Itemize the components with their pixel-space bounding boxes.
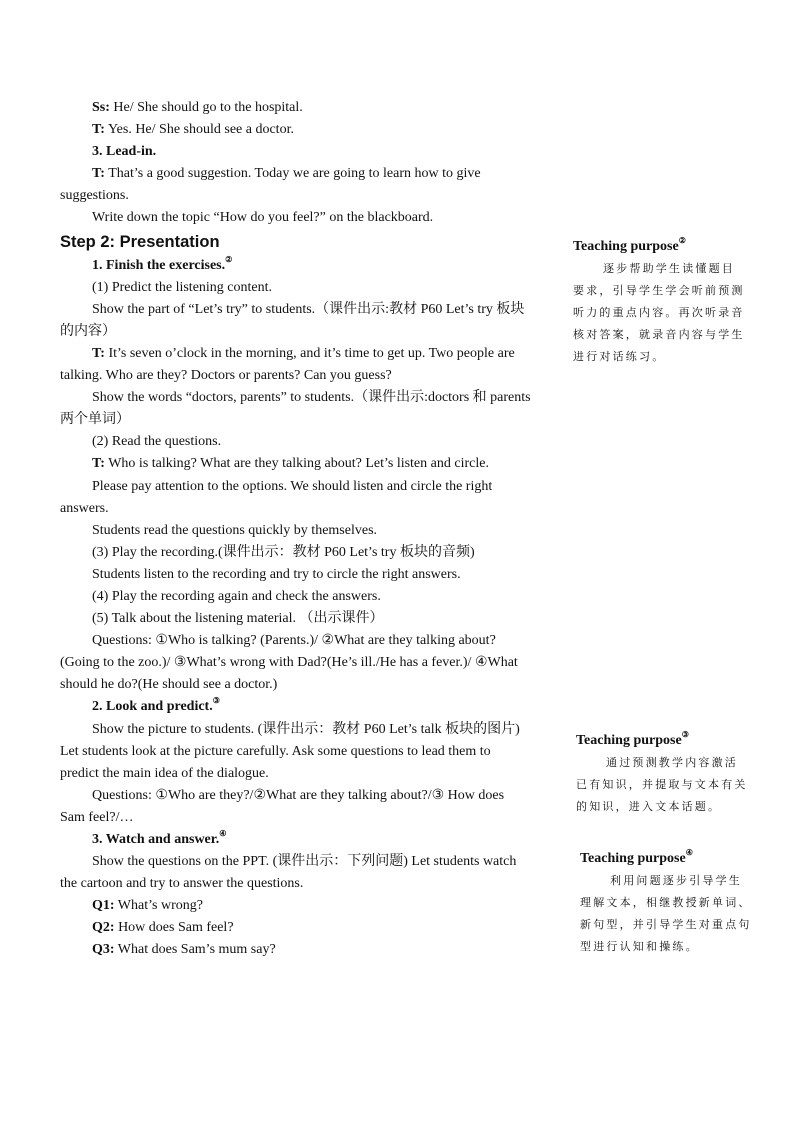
subheading-finish-exercises xyxy=(60,255,532,277)
dialogue-line xyxy=(60,97,532,119)
footnote-mark: ② xyxy=(678,236,686,245)
footnote-mark: ③ xyxy=(212,696,220,706)
side-note-purpose-4 xyxy=(580,849,755,958)
speaker-label: T: xyxy=(92,122,105,138)
side-note-purpose-2 xyxy=(573,237,748,368)
line-text: Yes. He/ She should see a doctor. xyxy=(104,122,294,138)
question-text: What does Sam’s mum say? xyxy=(114,942,276,958)
paragraph: (3) Play the recording.(课件出示：教材 P60 Let’s try 板块的音频) xyxy=(92,544,475,560)
paragraph: Write down the topic “How do you feel?” on the blackboard. xyxy=(92,210,434,226)
side-note-text: 通过预测教学内容激活已有知识，并提取与文本有关的知识，进入文本话题。 xyxy=(576,756,748,813)
footnote-mark: ④ xyxy=(685,848,693,857)
question-text: What’s wrong? xyxy=(114,898,203,914)
paragraph: Show the part of “Let’s try” to students.（课件出示:教材 P60 Let’s try 板块的内容） xyxy=(60,301,525,339)
paragraph: Please pay attention to the options. We should listen and circle the right answers. xyxy=(60,478,493,516)
paragraph: Questions: ①Who are they?/②What are they talking about?/③ How does Sam feel?/… xyxy=(60,787,505,825)
dialogue-line xyxy=(60,453,532,475)
paragraph: Show the picture to students. (课件出示：教材 P60 Let’s talk 板块的图片) Let students look at the picture carefully. Ask some questions to lead them to predict the main idea of the dialogue. xyxy=(60,721,520,781)
paragraph: (1) Predict the listening content. xyxy=(92,279,273,295)
side-note-title: Teaching purpose④ xyxy=(580,848,693,866)
heading-text: 3. Watch and answer. xyxy=(92,832,220,847)
dialogue-line xyxy=(60,163,532,207)
heading-text: 2. Look and predict. xyxy=(92,699,213,715)
line-text: That’s a good suggestion. Today we are going to learn how to give suggestions. xyxy=(60,166,481,204)
paragraph: (4) Play the recording again and check the answers. xyxy=(92,588,381,604)
question-label: Q2: xyxy=(92,920,115,936)
side-note-purpose-3 xyxy=(576,731,751,818)
paragraph: Questions: ①Who is talking? (Parents.)/ ②What are they talking about? (Going to the zoo.)/ ③What’s wrong with Dad?(He’s ill./He has a fever.)/ ④What should he do?(He should see a doctor.) xyxy=(60,633,518,693)
side-note-text: 利用问题逐步引导学生理解文本，相继教授新单词、新句型，并引导学生对重点句型进行认知和操练。 xyxy=(580,874,752,953)
paragraph: Students read the questions quickly by themselves. xyxy=(92,522,378,538)
question-line xyxy=(60,917,532,939)
footnote-mark: ③ xyxy=(681,730,689,739)
question-label: Q1: xyxy=(92,898,115,914)
step-heading: Step 2: Presentation xyxy=(60,232,220,251)
line-text: Who is talking? What are they talking about? Let’s listen and circle. xyxy=(104,456,489,472)
question-label: Q3: xyxy=(92,942,115,958)
paragraph: (5) Talk about the listening material. （出示课件） xyxy=(92,611,384,627)
side-note-title: Teaching purpose② xyxy=(573,236,686,254)
line-text: He/ She should go to the hospital. xyxy=(109,100,303,115)
dialogue-line xyxy=(60,119,532,141)
speaker-label: T: xyxy=(92,166,105,182)
subheading-lead-in xyxy=(60,141,532,163)
subheading-look-and-predict xyxy=(60,696,532,718)
question-line xyxy=(60,895,532,917)
side-note-title: Teaching purpose③ xyxy=(576,730,689,748)
side-note-text: 逐步帮助学生读懂题目要求，引导学生学会听前预测听力的重点内容。再次听录音核对答案，就录音内容与学生进行对话练习。 xyxy=(573,262,745,363)
paragraph: Show the words “doctors, parents” to students.（课件出示:doctors 和 parents 两个单词） xyxy=(60,390,531,428)
speaker-label: T: xyxy=(92,456,105,472)
footnote-mark: ② xyxy=(225,254,233,264)
speaker-label: Ss: xyxy=(92,100,110,115)
heading-text: 3. Lead-in. xyxy=(92,144,157,160)
lesson-plan-body xyxy=(60,97,532,962)
footnote-mark: ④ xyxy=(219,829,227,838)
paragraph: Show the questions on the PPT. (课件出示：下列问题) Let students watch the cartoon and try to answer the questions. xyxy=(60,854,517,892)
paragraph: Students listen to the recording and try to circle the right answers. xyxy=(92,566,461,582)
paragraph: (2) Read the questions. xyxy=(92,434,222,450)
speaker-label: T: xyxy=(92,345,105,361)
subheading-watch-and-answer xyxy=(60,829,532,851)
line-text: It’s seven o’clock in the morning, and it’s time to get up. Two people are talking. Who are they? Doctors or parents? Can you guess? xyxy=(60,345,515,384)
heading-text: 1. Finish the exercises. xyxy=(92,257,226,273)
question-text: How does Sam feel? xyxy=(114,920,234,936)
question-line xyxy=(60,939,532,961)
dialogue-line xyxy=(60,343,532,387)
